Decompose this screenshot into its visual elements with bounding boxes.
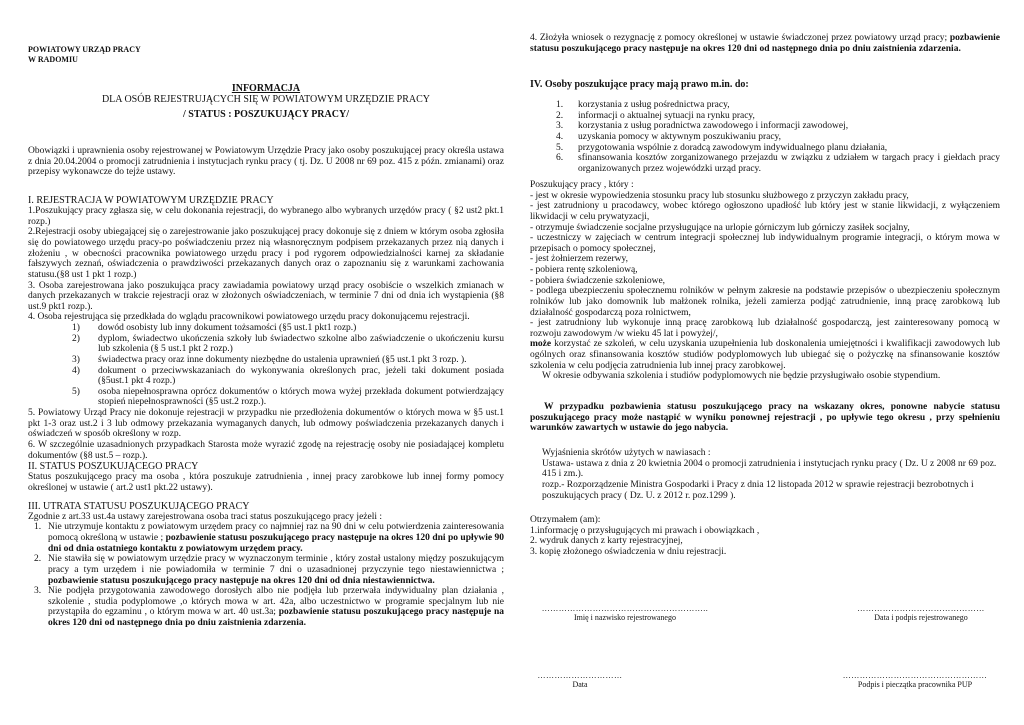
- paragraph: Zgodnie z art.33 ust.4a ustawy zarejestrowana osoba traci status poszukującego pracy jeżeli :: [28, 511, 383, 522]
- signature-label: Podpis i pieczątka pracownika PUP: [857, 679, 973, 689]
- paragraph: Status poszukującego pracy ma osoba , która poszukuje zatrudnienia , innej pracy zarobkowe lub innej formy pomocy określonej w ustawie ( art.2 ust1 pkt.22 ustawy).: [28, 472, 504, 493]
- list-number: 2): [72, 333, 80, 344]
- seeker-line: - jest zatrudniony u pracodawcy, wobec którego ogłoszono upadłość lub który jest w stanie likwidacji, z wyłączeniem likwidacji w celu prywatyzacji,: [530, 201, 1000, 222]
- list-item: [72, 366, 504, 387]
- paragraph: 4. Osoba rejestrująca się przedkłada do wglądu pracownikowi powiatowego urzędu pracy dokonującemu rejestracji.: [28, 312, 470, 323]
- document-subtitle: DLA OSÓB REJESTRUJĄCYCH SIĘ W POWIATOWYM URZĘDZIE PRACY: [101, 94, 431, 106]
- document-title: INFORMACJA: [231, 83, 301, 94]
- list-text: korzystania z usług pośrednictwa pracy,: [578, 100, 730, 110]
- seeker-block: [530, 180, 1000, 382]
- list-text: [48, 554, 504, 586]
- seeker-line: - podlega ubezpieczeniu społecznemu rolników w pełnym zakresie na podstawie przepisów o ubezpieczeniu społecznym rolników lub jako domownik lub małżonek rolnika, jeżeli zamierza podjąć zatrudnienie, inną pracę zarobkową lub działalność gospodarczą poza rolnictwem,: [530, 286, 1000, 318]
- list-item: [72, 334, 504, 355]
- signature-officer: [830, 672, 1000, 690]
- list-number: 1.: [556, 100, 564, 110]
- paragraph: 3. Osoba zarejestrowana jako poszukująca pracy zawiadamia powiatowy urząd pracy osobiście o wszelkich zmianach w danych przekazanych w trakcie rejestracji oraz w złożonych oświadczeniach, w terminie 7 dni od dnia ich wystąpienia (§8 ust.9 pkt1 rozp.).: [28, 280, 504, 312]
- list-text: informacji o aktualnej sytuacji na rynku pracy,: [578, 110, 755, 121]
- list-number: 5.: [556, 142, 564, 153]
- documents-list: [28, 323, 504, 408]
- office-name: [28, 45, 141, 65]
- signature-date: [530, 672, 630, 690]
- point-4-paragraph: [530, 33, 1000, 54]
- signature-label: Data i podpis rejestrowanego: [874, 612, 968, 622]
- list-number: 3.: [556, 121, 564, 132]
- list-number: 5): [72, 386, 80, 397]
- list-number: 3): [72, 354, 80, 365]
- list-item: [34, 586, 504, 629]
- list-item: [34, 554, 504, 586]
- list-item: [72, 387, 504, 408]
- seeker-line: - jest w okresie wypowiedzenia stosunku pracy lub stosunku służbowego z przyczyn zakładu pracy,: [530, 190, 909, 201]
- title-block: [28, 83, 504, 121]
- seeker-line: - pobiera rentę szkoleniową,: [530, 265, 638, 275]
- seeker-line: - jest zatrudniony lub wykonuje inną pracę zarobkową lub działalność gospodarczą, jest zainteresowany pomocą w rozwoju zawodowym /w wieku 45 lat i powyżej/,: [530, 318, 1000, 339]
- signature-name: [530, 605, 720, 623]
- list-item: [72, 323, 504, 334]
- abbr-line: rozp.- Rozporządzenie Ministra Gospodarki i Pracy z dnia 12 listopada 2012 w sprawie rejestracji bezrobotnych i poszukujących pracy ( Dz. U. z 2012 r. poz.1299 ).: [542, 479, 974, 501]
- list-number: 4): [72, 365, 80, 376]
- list-text: [48, 522, 504, 554]
- list-text: korzystania z usług poradnictwa zawodowego i informacji zawodowej,: [578, 121, 849, 132]
- moze-bold: może: [530, 339, 552, 350]
- list-text-bold: pozbawienie statusu poszukującego pracy następuje na okres 120 dni od następnego dnia po dniu zaistnienia zdarzenia.: [48, 607, 504, 629]
- abbr-line: Ustawa- ustawa z dnia z 20 kwietnia 2004 o promocji zatrudnienia i instytucjach rynku pracy ( Dz. U z 2008 nr 69 poz. 415 i zm.).: [542, 458, 997, 480]
- paragraph: 1.Poszukujący pracy zgłasza się, w celu dokonania rejestracji, do wybranego albo wybranych urzędów pracy ( §2 ust2 pkt.1 rozp.): [28, 206, 504, 227]
- moze-last: W okresie odbywania szkolenia i studiów podyplomowych nie będzie przysługiwało osobie stypendium.: [542, 371, 941, 382]
- list-text-bold: pozbawienie statusu poszukującego pracy następuje na okres 120 dni od dnia niestawiennictwa.: [48, 575, 435, 586]
- list-number: 1.: [34, 522, 42, 533]
- list-item: [556, 111, 1000, 122]
- warning-paragraph: W przypadku pozbawienia statusu poszukującego pracy na wskazany okres, ponowne nabycie statusu poszukującego pracy może nastąpić w wyniku ponownej rejestracji , po upływie tego okresu , przy spełnieniu warunków zawartych w ustawie do jego nabycia.: [530, 402, 1000, 434]
- list-text: sfinansowania kosztów zorganizowanego przejazdu w związku z udziałem w targach pracy i giełdach pracy organizowanych przez wojewódzki urząd pracy.: [578, 153, 1000, 174]
- list-number: 6.: [556, 153, 564, 164]
- received-line: 1.informację o przysługujących mi prawach i obowiązkach ,: [530, 525, 760, 536]
- list-text: dyplom, świadectwo ukończenia szkoły lub świadectwo szkolne albo zaświadczenie o ukończeniu kursu lub szkolenia (§ 5 ust.1 pkt 2 rozp.): [98, 333, 504, 355]
- received-heading: Otrzymałem (am):: [530, 515, 601, 525]
- signature-date-applicant: [846, 605, 996, 623]
- list-item: [556, 132, 1000, 143]
- list-text-plain: Nie utrzymuje kontaktu z powiatowym urzędem pracy co najmniej raz na 90 dni w celu potwierdzenia zainteresowania pomocą określoną w ustawie ;: [48, 522, 504, 544]
- abbreviations: [542, 448, 1000, 501]
- section-heading: III. UTRATA STATUSU POSZUKUJĄCEGO PRACY: [28, 500, 250, 512]
- office-line-1: POWIATOWY URZĄD PRACY: [28, 45, 141, 54]
- seeker-heading: Poszukujący pracy , który :: [530, 180, 634, 190]
- moze-paragraph: [530, 339, 1000, 371]
- seeker-line: - uczestniczy w zajęciach w centrum integracji społecznej lub indywidualnym programie integracji, o którym mowa w przepisach o pomocy społecznej,: [530, 233, 1000, 254]
- list-text: dowód osobisty lub inny dokument tożsamości (§5 ust.1 pkt1 rozp.): [98, 323, 357, 334]
- signature-dots: ……………………………………………: [842, 671, 988, 680]
- paragraph: 6. W szczególnie uzasadnionych przypadkach Starosta może wyrazić zgodę na rejestrację osoby nie posiadającej kompletu dokumentów (§8 ust.5 – rozp.).: [28, 439, 504, 461]
- paragraph: 5. Powiatowy Urząd Pracy nie dokonuje rejestracji w przypadku nie przedłożenia dokumentów o których mowa w §5 ust.1 pkt 1-3 oraz ust.2 i 3 lub odmowy przekazania wymaganych danych, lub odmowy poświadczenia przekazanych danych i oświadczeń w sposób określony w rozp.: [28, 408, 504, 440]
- list-item: [556, 153, 1000, 174]
- list-number: 3.: [34, 586, 42, 597]
- list-text: świadectwa pracy oraz inne dokumenty niezbędne do ustalenia uprawnień (§5 ust.1 pkt 3 rozp. ).: [98, 354, 467, 365]
- status-loss-list: [28, 522, 504, 628]
- rights-heading: IV. Osoby poszukujące pracy mają prawo m.in. do:: [530, 79, 749, 90]
- signature-label: Imię i nazwisko rejestrowanego: [574, 612, 676, 622]
- abbr-heading: Wyjaśnienia skrótów użytych w nawiasach :: [542, 448, 711, 458]
- list-text: [48, 586, 504, 629]
- section-registration: [28, 195, 504, 629]
- list-number: 2.: [34, 554, 42, 565]
- section-heading: II. STATUS POSZUKUJĄCEGO PRACY: [28, 461, 199, 473]
- point-4-bold: pozbawienie statusu poszukującego pracy następuje na okres 120 dni od następnego dnia po dniu zaistnienia zdarzenia.: [530, 33, 1000, 54]
- signature-label: Data: [572, 679, 588, 689]
- list-item: [72, 355, 504, 366]
- list-item: [556, 143, 1000, 154]
- list-number: 2.: [556, 110, 564, 121]
- signature-dots: …………………………………………………..: [541, 604, 709, 613]
- intro-paragraph: Obowiązki i uprawnienia osoby rejestrowanej w Powiatowym Urzędzie Pracy jako osoby poszukującej pracy określa ustawa z dnia 20.04.2004 o promocji zatrudnienia i instytucjach rynku pracy ( tj. Dz. U 2008 nr 69 poz. 415 z późn. zmianami) oraz przepisy wykonawcze do tejże ustawy.: [28, 146, 504, 178]
- list-number: 4.: [556, 131, 564, 142]
- list-text: osoba niepełnosprawna oprócz dokumentów o których mowa wyżej przekłada dokument potwierdzający stopień niepełnosprawności (§5 ust.2 rozp.).: [98, 386, 504, 408]
- signature-dots: ………………………………………: [857, 604, 985, 613]
- list-item: [556, 100, 1000, 111]
- seeker-line: - otrzymuje świadczenie socjalne przysługujące na urlopie górniczym lub górniczy zasiłek socjalny,: [530, 222, 910, 233]
- list-text-bold: pozbawienie statusu poszukującego pracy następuje na okres 120 dni po upływie 90 dni od dnia ostatniego kontaktu z powiatowym urzędem pracy.: [48, 533, 504, 554]
- list-item: [556, 121, 1000, 132]
- paragraph: 2.Rejestracji osoby ubiegającej się o zarejestrowanie jako poszukującej pracy dokonuje się z dniem w którym osoba zgłosiła się do powiatowego urzędu pracy-po poświadczeniu przez nią własnoręcznym podpisem przekazanych przez nią danych i złożeniu , w obecności pracownika powiatowego urzędu pracy i pod rygorem odpowiedzialności karnej za składanie fałszywych zeznań, oświadczenia o prawdziwości przekazanych danych oraz o zapoznaniu się z warunkami zachowania statusu.(§8 ust 1 pkt 1 rozp.): [28, 227, 504, 280]
- list-text: przygotowania wspólnie z doradcą zawodowym indywidualnego planu działania,: [578, 142, 888, 153]
- list-text-plain: Nie podjęła przygotowania zawodowego dorosłych albo nie podjęła lub przerwała indywidualny plan działania , szkolenie , studia podyplomowe ,o których mowa w art. 42a, albo uczestnictwo w programie specjalnym lub nie przystąpiła do egzaminu , o którym mowa w art. 40 ust.3a;: [48, 586, 504, 618]
- signature-dots: …………………………: [537, 671, 623, 680]
- seeker-line: - pobiera świadczenie szkoleniowe,: [530, 275, 666, 286]
- seeker-line: - jest żołnierzem rezerwy,: [530, 254, 629, 265]
- office-line-2: W RADOMIU: [28, 55, 78, 64]
- rights-list: [530, 100, 1000, 174]
- list-text: dokument o przeciwwskazaniach do wykonywania określonych prac, jeżeli taki dokument posiada (§5ust.1 pkt 4 rozp.): [98, 365, 504, 387]
- list-text-plain: Nie stawiła się w powiatowym urzędzie pracy w wyznaczonym terminie , który został ustalony między poszukującym pracy a tym urzędem i nie powiadomiła w terminie 7 dni o uzasadnionej przyczynie tego niestawiennictwa ;: [48, 554, 504, 575]
- received-line: 3. kopię złożonego oświadczenia w dniu rejestracji.: [530, 546, 727, 557]
- list-number: 1): [72, 323, 80, 334]
- received-block: [530, 515, 1000, 558]
- received-line: 2. wydruk danych z karty rejestracyjnej,: [530, 536, 683, 547]
- point-4-text: 4. Złożyła wniosek o rezygnację z pomocy określonej w ustawie świadczonej przez powiatowy urząd pracy;: [530, 33, 950, 43]
- moze-text: korzystać ze szkoleń, w celu uzyskania uzupełnienia lub doskonalenia umiejętności i kwalifikacji zawodowych lub ogólnych oraz sfinansowania kosztów studiów podyplomowych lub ubiegać się o pożyczkę na sfinansowanie kosztów szkolenia w celu podjęcia zatrudnienia lub innej pracy zarobkowej.: [530, 339, 1000, 371]
- list-text: uzyskania pomocy w aktywnym poszukiwaniu pracy,: [578, 131, 782, 142]
- document-status: / STATUS : POSZUKUJĄCY PRACY/: [183, 109, 349, 121]
- section-heading: I. REJESTRACJA W POWIATOWYM URZĘDZIE PRACY: [28, 195, 274, 206]
- list-item: [34, 522, 504, 554]
